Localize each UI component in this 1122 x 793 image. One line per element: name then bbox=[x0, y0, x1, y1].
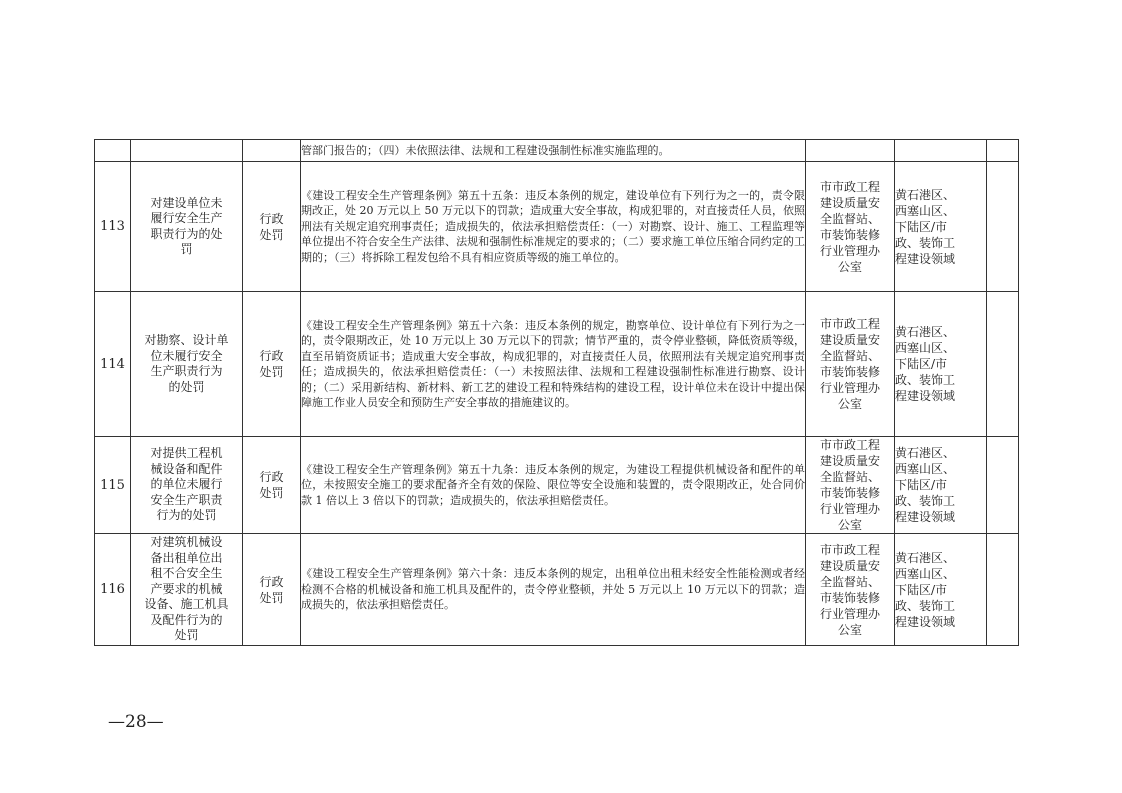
num-cell bbox=[95, 140, 131, 162]
type-cell bbox=[243, 140, 301, 162]
name-cell bbox=[131, 140, 243, 162]
item-remark bbox=[987, 292, 1019, 437]
item-dept: 市市政工程 建设质量安 全监督站、 市装饰装修 行业管理办 公室 bbox=[806, 292, 895, 437]
item-name: 对勘察、设计单 位未履行安全 生产职责行为 的处罚 bbox=[131, 292, 243, 437]
item-scope: 黄石港区、 西塞山区、 下陆区/市 政、装饰工 程建设领域 bbox=[895, 534, 987, 646]
item-number: 116 bbox=[95, 534, 131, 646]
item-remark bbox=[987, 437, 1019, 534]
item-name: 对提供工程机 械设备和配件 的单位未履行 安全生产职责 行为的处罚 bbox=[131, 437, 243, 534]
table-row bbox=[95, 534, 1019, 646]
table-row bbox=[95, 292, 1019, 437]
item-number: 115 bbox=[95, 437, 131, 534]
table-row bbox=[95, 162, 1019, 292]
item-type: 行政 处罚 bbox=[243, 534, 301, 646]
item-name: 对建设单位未 履行安全生产 职责行为的处 罚 bbox=[131, 162, 243, 292]
item-scope: 黄石港区、 西塞山区、 下陆区/市 政、装饰工 程建设领域 bbox=[895, 437, 987, 534]
item-number: 114 bbox=[95, 292, 131, 437]
table-row-continuation bbox=[95, 140, 1019, 162]
item-number: 113 bbox=[95, 162, 131, 292]
item-type: 行政 处罚 bbox=[243, 437, 301, 534]
item-basis: 《建设工程安全生产管理条例》第五十五条：违反本条例的规定，建设单位有下列行为之一的，责令限期改正，处 20 万元以上 50 万元以下的罚款；造成重大安全事故，构成犯罪的，对直接责任人员，依照刑法有关规定追究刑事责任；造成损失的，依法承担赔偿责任：（一）对勘察、设计、施工、工程监理等单位提出不符合安全生产法律、法规和强制性标准规定的要求的；（二）要求施工单位压缩合同约定的工期的；（三）将拆除工程发包给不具有相应资质等级的施工单位的。 bbox=[301, 162, 806, 292]
basis-cell: 管部门报告的；（四）未依照法律、法规和工程建设强制性标准实施监理的。 bbox=[301, 140, 806, 162]
item-scope: 黄石港区、 西塞山区、 下陆区/市 政、装饰工 程建设领域 bbox=[895, 162, 987, 292]
penalty-table bbox=[94, 139, 1019, 646]
item-remark bbox=[987, 534, 1019, 646]
page-number: —28— bbox=[108, 712, 164, 732]
item-basis: 《建设工程安全生产管理条例》第五十六条：违反本条例的规定，勘察单位、设计单位有下列行为之一的，责令限期改正，处 10 万元以上 30 万元以下的罚款；情节严重的，责令停业整顿，降低资质等级，直至吊销资质证书；造成重大安全事故，构成犯罪的，对直接责任人员，依照刑法有关规定追究刑事责任；造成损失的，依法承担赔偿责任：（一）未按照法律、法规和工程建设强制性标准进行勘察、设计的；（二）采用新结构、新材料、新工艺的建设工程和特殊结构的建设工程，设计单位未在设计中提出保障施工作业人员安全和预防生产安全事故的措施建议的。 bbox=[301, 292, 806, 437]
item-name: 对建筑机械设 备出租单位出 租不合安全生 产要求的机械 设备、施工机具 及配件行为的 处罚 bbox=[131, 534, 243, 646]
item-scope: 黄石港区、 西塞山区、 下陆区/市 政、装饰工 程建设领域 bbox=[895, 292, 987, 437]
item-dept: 市市政工程 建设质量安 全监督站、 市装饰装修 行业管理办 公室 bbox=[806, 437, 895, 534]
item-basis: 《建设工程安全生产管理条例》第五十九条：违反本条例的规定，为建设工程提供机械设备和配件的单位，未按照安全施工的要求配备齐全有效的保险、限位等安全设施和装置的，责令限期改正，处合同价款 1 倍以上 3 倍以下的罚款；造成损失的，依法承担赔偿责任。 bbox=[301, 437, 806, 534]
item-dept: 市市政工程 建设质量安 全监督站、 市装饰装修 行业管理办 公室 bbox=[806, 534, 895, 646]
item-remark bbox=[987, 162, 1019, 292]
table-row bbox=[95, 437, 1019, 534]
item-basis: 《建设工程安全生产管理条例》第六十条：违反本条例的规定，出租单位出租未经安全性能检测或者经检测不合格的机械设备和施工机具及配件的，责令停业整顿，并处 5 万元以上 10 万元以下的罚款；造成损失的，依法承担赔偿责任。 bbox=[301, 534, 806, 646]
item-dept: 市市政工程 建设质量安 全监督站、 市装饰装修 行业管理办 公室 bbox=[806, 162, 895, 292]
dept-cell bbox=[806, 140, 895, 162]
scope-cell bbox=[895, 140, 987, 162]
item-type: 行政 处罚 bbox=[243, 292, 301, 437]
item-type: 行政 处罚 bbox=[243, 162, 301, 292]
remark-cell bbox=[987, 140, 1019, 162]
